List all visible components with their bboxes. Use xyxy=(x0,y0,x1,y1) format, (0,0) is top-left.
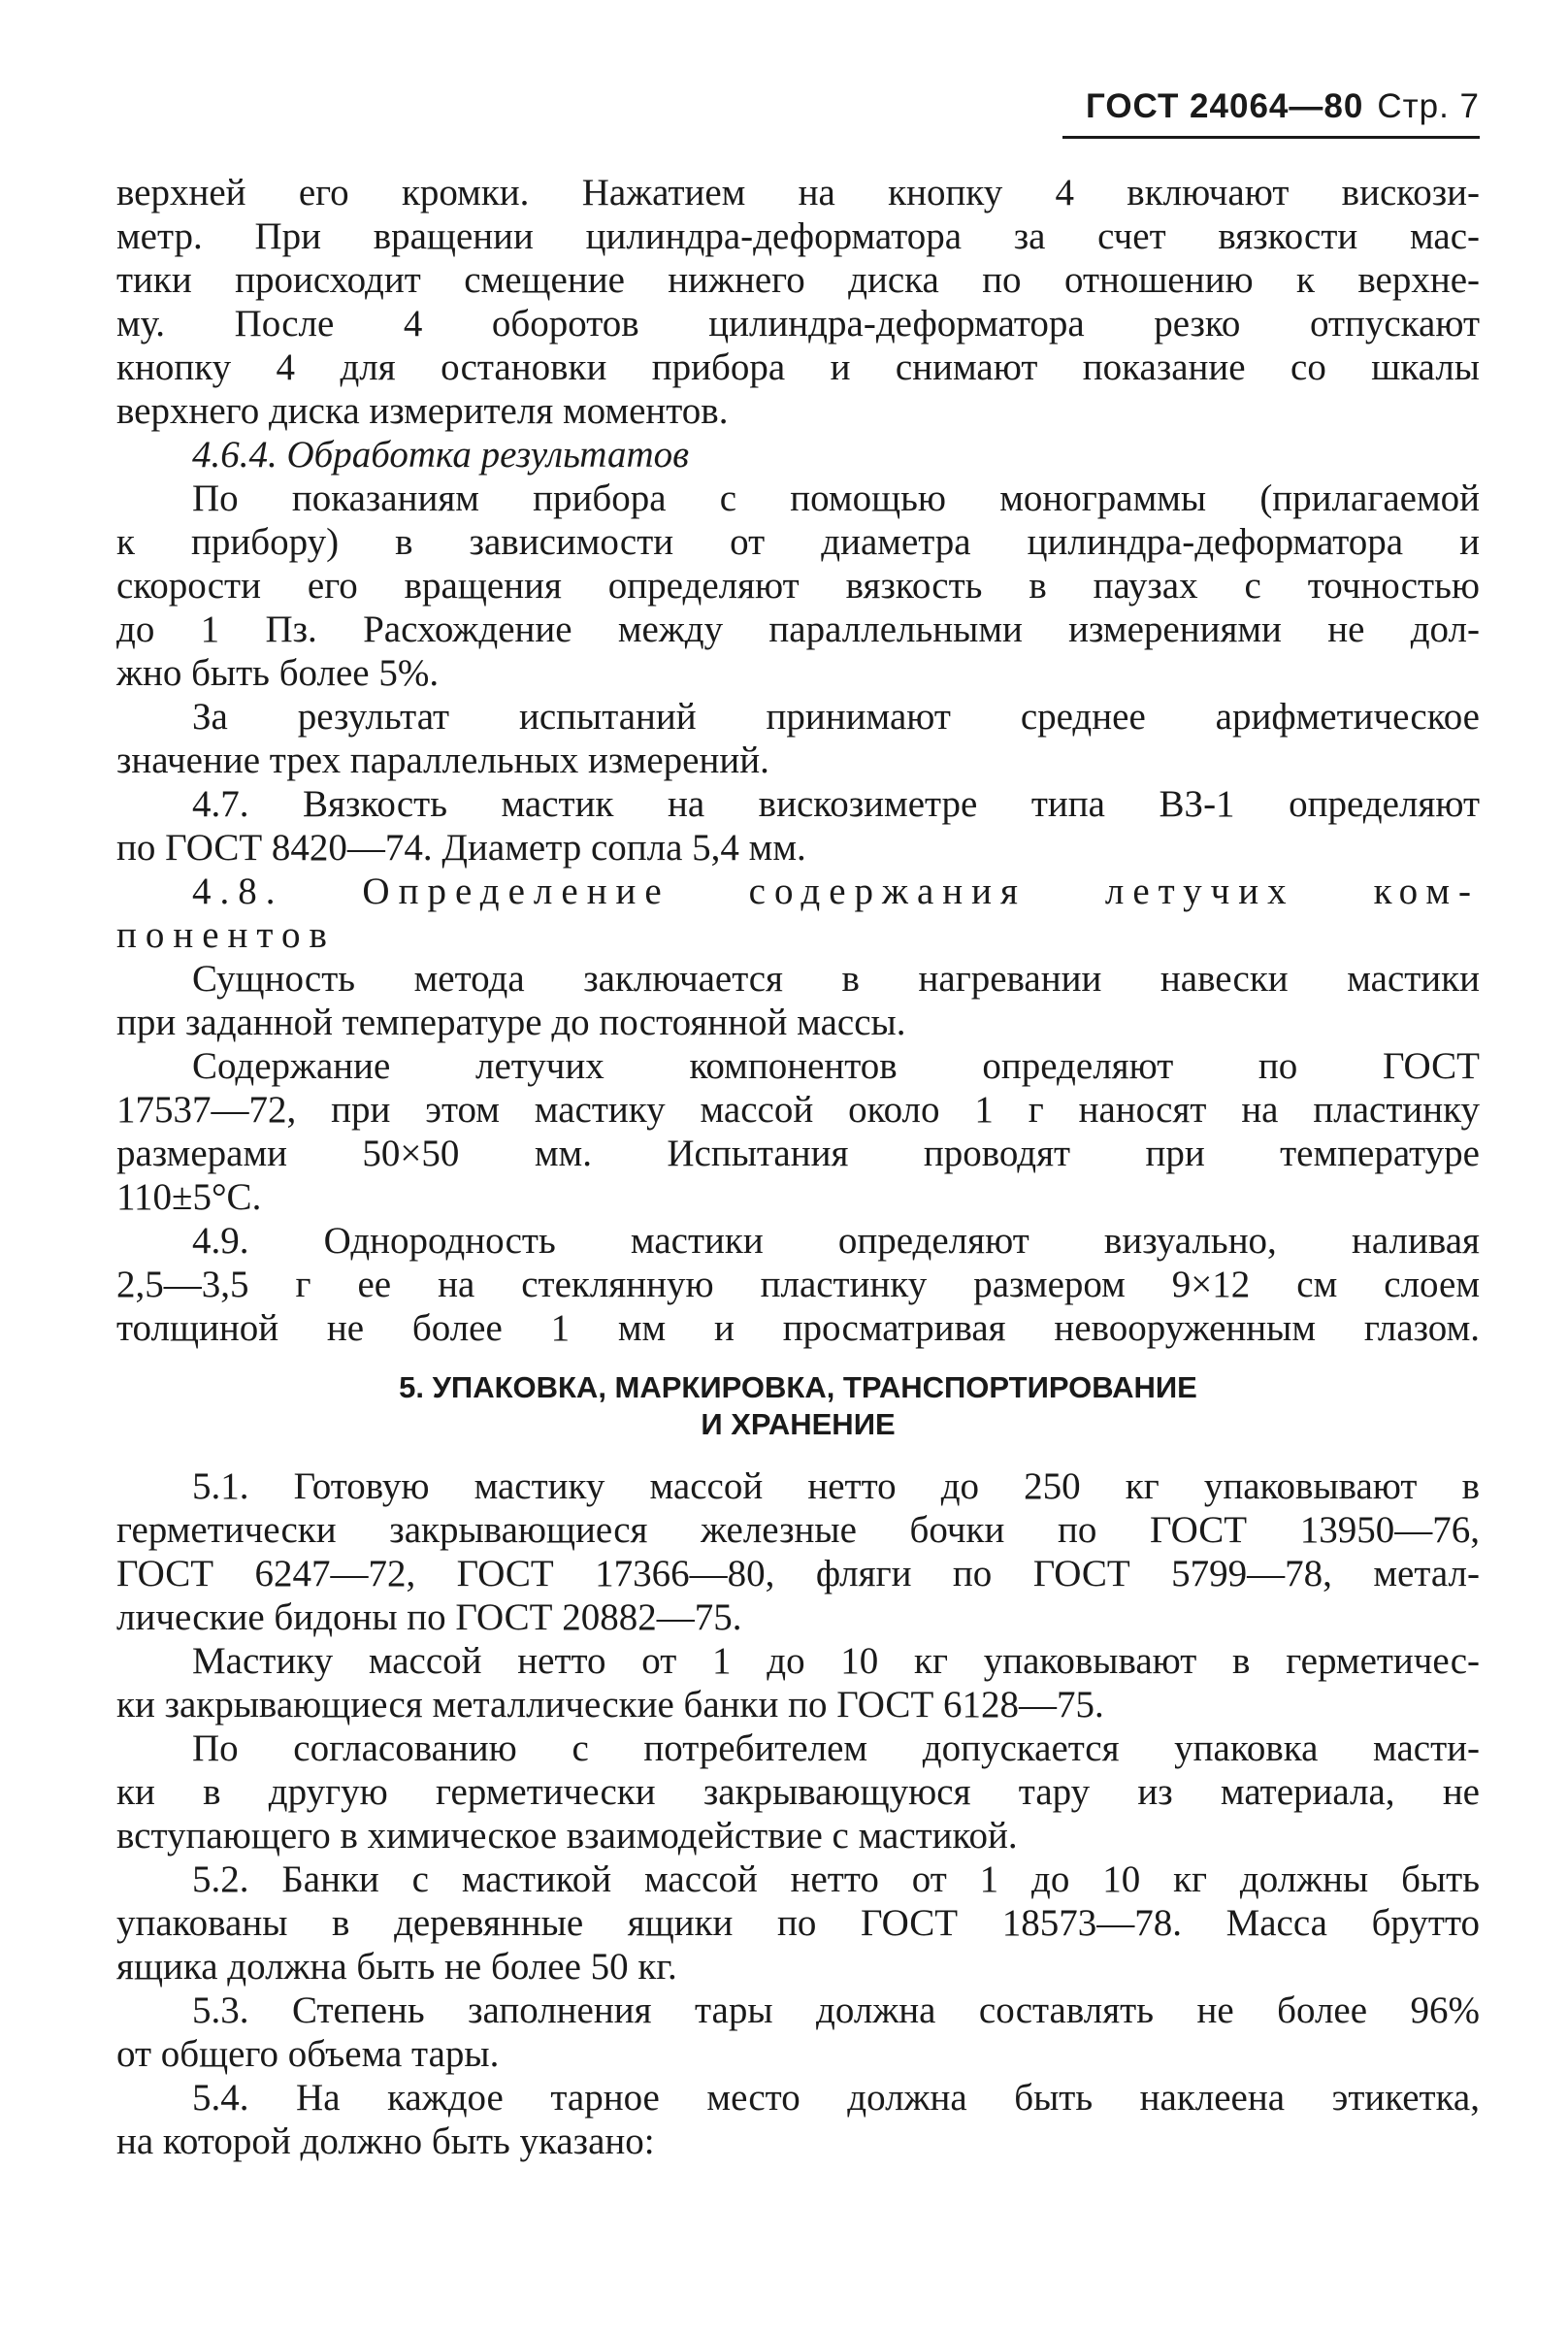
line-51-0: 5.1. Готовую мастику массой нетто до 250 кг упаковывают в xyxy=(192,1465,1480,1507)
line-51c-1: ки в другую герметически закрывающуюся тару из материала, не xyxy=(116,1771,1480,1813)
header-rule xyxy=(1062,136,1480,139)
line-464-3: до 1 Пз. Расхождение между параллельными измерениями не дол- xyxy=(116,608,1480,650)
line-464-0: По показаниям прибора с помощью монограммы (прилагаемой xyxy=(192,477,1480,519)
line-47-1: по ГОСТ 8420—74. Диаметр сопла 5,4 мм. xyxy=(116,827,806,869)
subsection-title-4-6-4: 4.6.4. Обработка результатов xyxy=(192,434,690,476)
line-48-essence-1: при заданной температуре до постоянной массы. xyxy=(116,1002,906,1043)
line-top-4: кнопку 4 для остановки прибора и снимают показание со шкалы xyxy=(116,346,1480,388)
section-title-5-line-1: 5. УПАКОВКА, МАРКИРОВКА, ТРАНСПОРТИРОВАНИЕ xyxy=(399,1370,1197,1404)
line-48-content-0: Содержание летучих компонентов определяют по ГОСТ xyxy=(192,1045,1480,1087)
line-51c-2: вступающего в химическое взаимодействие с мастикой. xyxy=(116,1815,1018,1857)
line-top-2: тики происходит смещение нижнего диска по отношению к верхне- xyxy=(116,259,1480,301)
line-53-1: от общего объема тары. xyxy=(116,2033,500,2075)
section-title-5 xyxy=(116,1369,1480,1443)
line-51b-0: Мастику массой нетто от 1 до 10 кг упаковывают в герметичес- xyxy=(192,1640,1480,1682)
section-title-5-line-2: И ХРАНЕНИЕ xyxy=(701,1407,896,1441)
line-54-0: 5.4. На каждое тарное место должна быть наклеена этикетка, xyxy=(192,2077,1480,2119)
line-51b-1: ки закрывающиеся металлические банки по ГОСТ 6128—75. xyxy=(116,1684,1104,1726)
line-52-0: 5.2. Банки с мастикой массой нетто от 1 до 10 кг должны быть xyxy=(192,1858,1480,1900)
line-53-0: 5.3. Степень заполнения тары должна составлять не более 96% xyxy=(192,1989,1480,2031)
line-48-content-3: 110±5°С. xyxy=(116,1176,262,1218)
line-464-result-1: значение трех параллельных измерений. xyxy=(116,740,769,781)
line-464-2: скорости его вращения определяют вязкость в паузах с точностью xyxy=(116,565,1480,607)
page-body xyxy=(116,171,1480,2163)
line-49-2: толщиной не более 1 мм и просматривая невооруженным глазом. xyxy=(116,1307,1480,1349)
subsection-title-4-8-cont: понентов xyxy=(116,914,336,956)
line-52-1: упакованы в деревянные ящики по ГОСТ 18573—78. Масса брутто xyxy=(116,1902,1480,1944)
line-464-4: жно быть более 5%. xyxy=(116,652,440,694)
line-top-0: верхней его кромки. Нажатием на кнопку 4 включают вискози- xyxy=(116,172,1480,214)
line-49-0: 4.9. Однородность мастики определяют визуально, наливая xyxy=(192,1220,1480,1262)
line-49-1: 2,5—3,5 г ее на стеклянную пластинку размером 9×12 см слоем xyxy=(116,1264,1480,1305)
line-top-1: метр. При вращении цилиндра-деформатора за счет вязкости мас- xyxy=(116,215,1480,257)
line-top-5: верхнего диска измерителя моментов. xyxy=(116,390,729,432)
line-51c-0: По согласованию с потребителем допускается упаковка масти- xyxy=(192,1727,1480,1769)
line-464-1: к прибору) в зависимости от диаметра цилиндра-деформатора и xyxy=(116,521,1480,563)
line-48-content-2: размерами 50×50 мм. Испытания проводят при температуре xyxy=(116,1133,1480,1174)
line-51-2: ГОСТ 6247—72, ГОСТ 17366—80, фляги по ГОСТ 5799—78, метал- xyxy=(116,1553,1480,1594)
page-header xyxy=(1062,87,1480,126)
line-51-1: герметически закрывающиеся железные бочки по ГОСТ 13950—76, xyxy=(116,1509,1480,1551)
line-48-essence-0: Сущность метода заключается в нагревании навески мастики xyxy=(192,958,1480,1000)
subsection-title-4-8: 4.8. Определение содержания летучих ком- xyxy=(192,871,1480,912)
line-54-1: на которой должно быть указано: xyxy=(116,2120,655,2162)
page-number: Стр. 7 xyxy=(1377,87,1480,125)
line-48-content-1: 17537—72, при этом мастику массой около 1 г наносят на пластинку xyxy=(116,1089,1480,1131)
standard-number: ГОСТ 24064—80 xyxy=(1085,87,1364,125)
line-top-3: му. После 4 оборотов цилиндра-деформатора резко отпускают xyxy=(116,303,1480,345)
line-52-2: ящика должна быть не более 50 кг. xyxy=(116,1946,677,1988)
line-464-result-0: За результат испытаний принимают среднее арифметическое xyxy=(192,696,1480,738)
line-51-3: лические бидоны по ГОСТ 20882—75. xyxy=(116,1596,742,1638)
document-page xyxy=(116,0,1480,2334)
line-47-0: 4.7. Вязкость мастик на вискозиметре типа ВЗ-1 определяют xyxy=(192,783,1480,825)
